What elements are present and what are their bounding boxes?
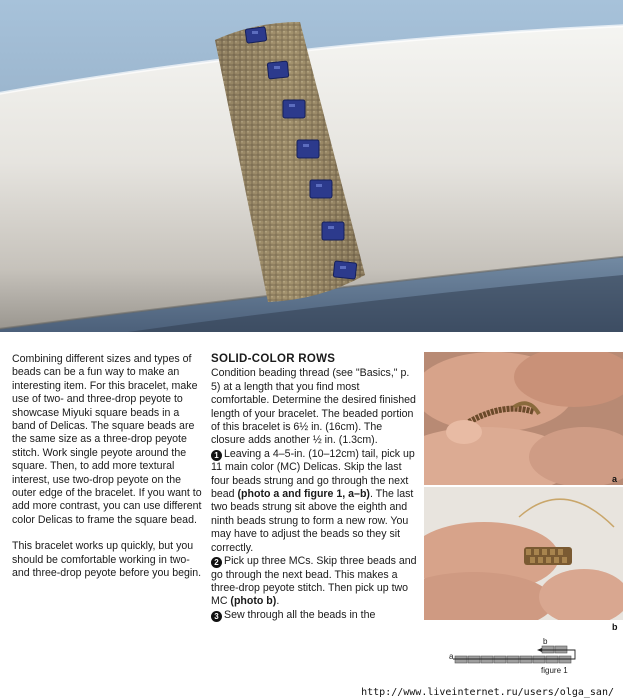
step-2-reference: (photo b) bbox=[230, 595, 277, 608]
step-3-text: Sew through all the beads in the bbox=[224, 608, 376, 621]
step-number-icon: 3 bbox=[211, 611, 222, 622]
figure-point-b: b bbox=[543, 637, 548, 646]
step-2-text: Pick up three MCs. Skip three beads and go through the next bead. This makes a three-drop peyote stitch. Then pick up two MC bbox=[211, 555, 417, 608]
step-2 bbox=[211, 555, 417, 609]
bead-pattern-diagram bbox=[443, 640, 593, 676]
photo-a bbox=[424, 352, 623, 485]
step-1-text-end: . The last two beads strung sit above the eighth and ninth beads strung to form a new row. You may have to adjust the beads so they sit correctly. bbox=[211, 488, 414, 554]
instructions-column bbox=[211, 353, 417, 622]
step-2-text-end: . bbox=[276, 595, 280, 608]
figure-1 bbox=[443, 637, 593, 676]
section-heading: SOLID-COLOR ROWS bbox=[211, 353, 336, 365]
photo-a-label: a bbox=[612, 474, 618, 484]
step-1 bbox=[211, 448, 417, 555]
fingers-holding-beads-illustration bbox=[424, 487, 623, 620]
figure-caption: figure 1 bbox=[541, 666, 568, 675]
photo-b bbox=[424, 487, 623, 620]
step-1-reference: (photo a and figure 1, a–b) bbox=[237, 488, 370, 501]
intro-column bbox=[12, 353, 204, 594]
fingers-holding-beads-illustration bbox=[424, 352, 623, 485]
hero-photo bbox=[0, 0, 623, 336]
step-1-text: Leaving a 4–5-in. (10–12cm) tail, pick up 11 main color (MC) Delicas. Skip the last four beads strung and go through the next bead bbox=[211, 447, 415, 501]
intro-paragraph-1: Combining different sizes and types of beads can be a fun way to make an interesting item. For this bracelet, make use of two- and three-drop peyote to showcase Miyuki square beads in a band of Delicas. The square beads are the same size as a three-drop peyote stitch. Work single peyote around the square. Then, to add more textural interest, use two-drop peyote on the outer edge of the bracelet. If you want to add more contrast, you can use different color Delicas to frame the square bead. bbox=[12, 353, 202, 526]
watermark-url: http://www.liveinternet.ru/users/olga_san/ bbox=[358, 687, 617, 698]
section-lead: Condition beading thread (see "Basics," p. 5) at a length that you find most comfortable. Determine the desired finished length of your bracelet. The beaded portion of this bracelet is 6½ in. (16cm). The closure adds another ½ in. (1.3cm). bbox=[211, 367, 416, 447]
figure-point-a: a bbox=[449, 652, 454, 661]
step-number-icon: 2 bbox=[211, 557, 222, 568]
step-number-icon: 1 bbox=[211, 450, 222, 461]
bracelet-on-tube-illustration bbox=[0, 0, 623, 336]
step-3 bbox=[211, 609, 417, 622]
intro-paragraph-2: This bracelet works up quickly, but you should be comfortable working in two- and three-drop peyote before you begin. bbox=[12, 540, 202, 580]
photo-b-label: b bbox=[612, 622, 618, 632]
